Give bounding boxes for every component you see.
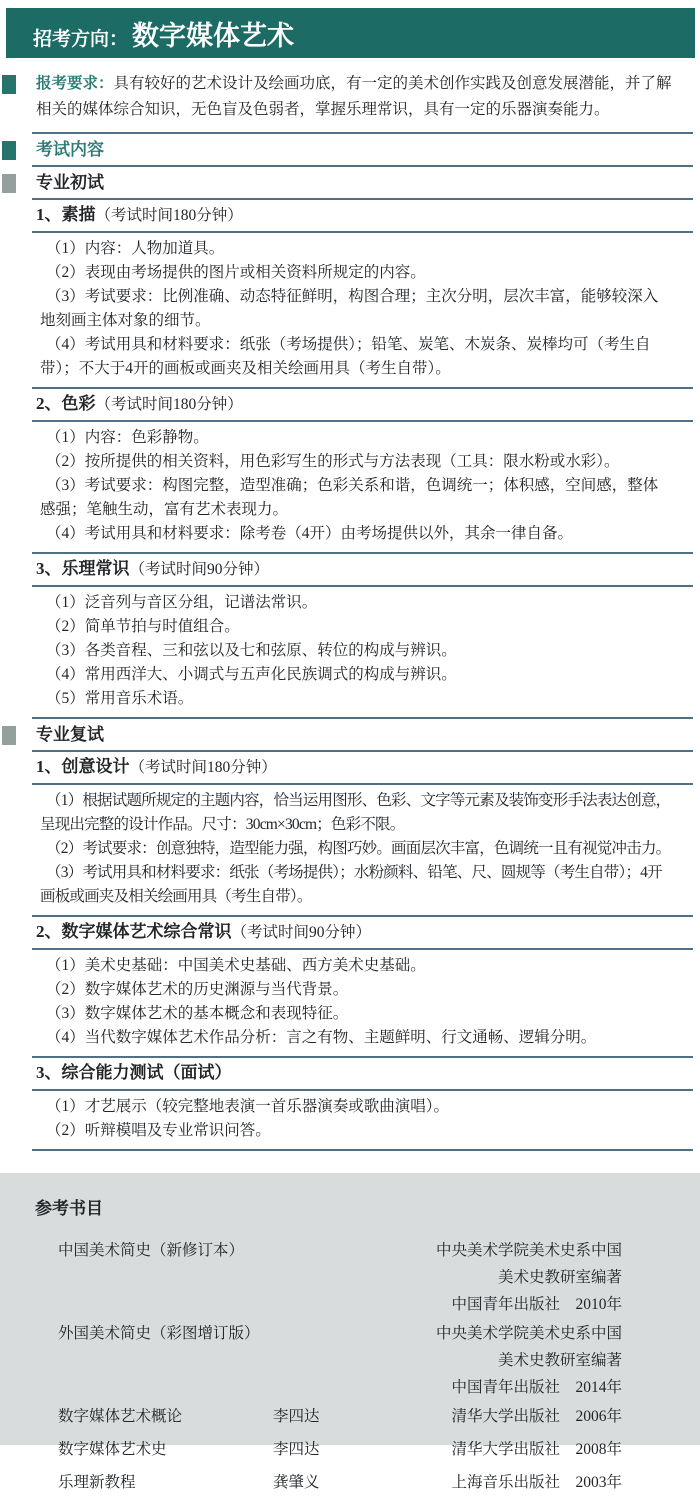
stage-title: 专业初试 xyxy=(36,173,104,192)
exam-item: （2）听辩模唱及专业常识问答。 xyxy=(46,1122,271,1139)
subject-items xyxy=(0,422,700,552)
subject-items xyxy=(0,233,700,387)
book-publisher-year: 清华大学出版社 2008年 xyxy=(451,1441,622,1458)
exam-item: （1）内容：人物加道具。 xyxy=(46,240,225,257)
book-author xyxy=(273,1237,421,1291)
stage-heading-initial xyxy=(0,167,700,198)
book-editor: 中央美术学院美术史系中国美术史教研室编著 xyxy=(435,1325,622,1369)
book-author: 李四达 xyxy=(273,1408,320,1425)
book-title: 中国美术简史（新修订本） xyxy=(58,1242,245,1259)
book-title: 数字媒体艺术史 xyxy=(58,1441,167,1458)
subject-items xyxy=(0,1091,700,1149)
requirements-paragraph xyxy=(36,71,676,123)
subject-duration: （考试时间180分钟） xyxy=(95,207,243,224)
subject-name: 2、色彩 xyxy=(36,394,96,413)
exam-item: （4）考试用具和材料要求：除考卷（4开）由考场提供以外，其余一律自备。 xyxy=(46,525,574,542)
requirements-label: 报考要求： xyxy=(36,75,114,92)
book-publisher-year: 清华大学出版社 2006年 xyxy=(451,1408,622,1425)
book-publisher-year: 中国青年出版社 2014年 xyxy=(451,1379,622,1396)
exam-item: （4）当代数字媒体艺术作品分析：言之有物、主题鲜明、行文通畅、逻辑分明。 xyxy=(46,1029,597,1046)
exam-item: （3）考试用具和材料要求：纸张（考场提供）；水粉颜料、铅笔、尺、圆规等（考生自带）；4开画板或画夹及相关绘画用具（考生自带）。 xyxy=(40,864,662,905)
exam-item: （1）泛音列与音区分组，记谱法常识。 xyxy=(46,594,318,611)
reference-books-section xyxy=(0,1173,700,1491)
subject-heading-interview xyxy=(0,1058,700,1089)
book-row xyxy=(35,1237,622,1291)
requirements-text: 具有较好的艺术设计及绘画功底，有一定的美术创作实践及创意发展潜能，并了解相关的媒体综合知识，无色盲及色弱者，掌握乐理常识，具有一定的乐器演奏能力。 xyxy=(36,75,672,118)
book-row xyxy=(35,1374,622,1401)
subject-items xyxy=(0,950,700,1056)
exam-item: （4）考试用具和材料要求：纸张（考场提供）；铅笔、炭笔、木炭条、炭棒均可（考生自带）；不大于4开的画板或画夹及相关绘画用具（考生自带）。 xyxy=(40,336,651,377)
book-row xyxy=(35,1320,622,1374)
book-row xyxy=(35,1291,622,1318)
subject-name: 1、创意设计 xyxy=(36,757,130,776)
subject-duration: （考试时间90分钟） xyxy=(129,561,270,578)
exam-item: （5）常用音乐术语。 xyxy=(46,690,194,707)
book-entry xyxy=(35,1320,622,1401)
exam-item: （3）各类音程、三和弦以及七和弦原、转位的构成与辨识。 xyxy=(46,642,457,659)
exam-item: （2）考试要求：创意独特，造型能力强，构图巧妙。画面层次丰富，色调统一且有视觉冲击力。 xyxy=(46,840,671,857)
book-entry xyxy=(35,1469,622,1496)
divider xyxy=(32,1149,693,1151)
exam-item: （2）数字媒体艺术的历史渊源与当代背景。 xyxy=(46,981,349,998)
book-row xyxy=(35,1469,622,1496)
book-publisher-year: 中国青年出版社 2010年 xyxy=(451,1296,622,1313)
subject-heading-sketch xyxy=(0,200,700,231)
book-entry xyxy=(35,1237,622,1318)
teal-marker xyxy=(2,75,16,94)
page-header xyxy=(6,8,695,58)
exam-content-label: 考试内容 xyxy=(36,140,104,159)
exam-item: （3）数字媒体艺术的基本概念和表现特征。 xyxy=(46,1005,349,1022)
book-author: 李四达 xyxy=(273,1441,320,1458)
header-direction-label: 招考方向： xyxy=(33,28,129,50)
book-title: 乐理新教程 xyxy=(58,1474,136,1491)
exam-item: （1）才艺展示（较完整地表演一首乐器演奏或歌曲演唱）。 xyxy=(46,1098,450,1115)
exam-item: （2）简单节拍与时值组合。 xyxy=(46,618,240,635)
exam-item: （2）按所提供的相关资料，用色彩写生的形式与方法表现（工具：限水粉或水彩）。 xyxy=(46,453,620,470)
book-row xyxy=(35,1403,622,1430)
subject-duration: （考试时间180分钟） xyxy=(95,396,243,413)
subject-duration: （考试时间90分钟） xyxy=(231,924,372,941)
book-author xyxy=(273,1320,421,1374)
book-title: 数字媒体艺术概论 xyxy=(58,1408,183,1425)
exam-item: （2）表现由考场提供的图片或相关资料所规定的内容。 xyxy=(46,264,426,281)
subject-heading-creative-design xyxy=(0,752,700,783)
header-major-title: 数字媒体艺术 xyxy=(132,20,295,51)
exam-item: （4）常用西洋大、小调式与五声化民族调式的构成与辨识。 xyxy=(46,666,457,683)
subject-name: 3、乐理常识 xyxy=(36,559,130,578)
subject-heading-color xyxy=(0,389,700,420)
book-title: 外国美术简史（彩图增订版） xyxy=(58,1325,260,1342)
subject-items xyxy=(0,785,700,915)
exam-item: （3）考试要求：比例准确、动态特征鲜明，构图合理；主次分明，层次丰富，能够较深入地刻画主体对象的细节。 xyxy=(40,288,659,329)
exam-item: （1）根据试题所规定的主题内容，恰当运用图形、色彩、文字等元素及装饰变形手法表达创意，呈现出完整的设计作品。尺寸：30cm×30cm；色彩不限。 xyxy=(40,792,671,833)
exam-content-heading xyxy=(0,134,700,165)
book-publisher-year: 上海音乐出版社 2003年 xyxy=(451,1474,622,1491)
subject-name: 1、素描 xyxy=(36,205,96,224)
book-author: 龚肇义 xyxy=(273,1474,320,1491)
subject-heading-dma-knowledge xyxy=(0,917,700,948)
page xyxy=(0,8,700,1491)
teal-marker xyxy=(2,141,16,160)
subject-items xyxy=(0,587,700,717)
gray-marker xyxy=(2,174,16,193)
subject-name: 2、数字媒体艺术综合常识 xyxy=(36,922,232,941)
gray-marker xyxy=(2,726,16,745)
subject-name: 3、综合能力测试（面试） xyxy=(36,1063,232,1082)
exam-item: （3）考试要求：构图完整，造型准确；色彩关系和谐，色调统一；体积感，空间感，整体感强；笔触生动，富有艺术表现力。 xyxy=(40,477,659,518)
subject-heading-music-theory xyxy=(0,554,700,585)
book-entry xyxy=(35,1436,622,1463)
application-requirements xyxy=(0,58,700,132)
exam-item: （1）美术史基础：中国美术史基础、西方美术史基础。 xyxy=(46,957,426,974)
book-row xyxy=(35,1436,622,1463)
stage-title: 专业复试 xyxy=(36,725,104,744)
subject-duration: （考试时间180分钟） xyxy=(129,759,277,776)
stage-heading-retest xyxy=(0,719,700,750)
book-editor: 中央美术学院美术史系中国美术史教研室编著 xyxy=(435,1242,622,1286)
exam-item: （1）内容：色彩静物。 xyxy=(46,429,209,446)
book-entry xyxy=(35,1403,622,1430)
references-title: 参考书目 xyxy=(35,1199,103,1218)
page-title xyxy=(33,14,294,53)
